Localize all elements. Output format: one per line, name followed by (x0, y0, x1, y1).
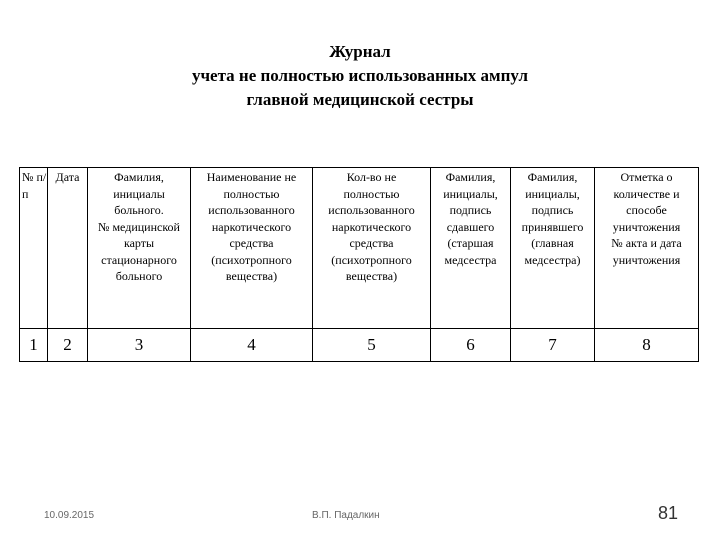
title-line: Журнал (329, 42, 391, 61)
header-cell: Фамилия, инициалы больного. № медицинской карты стационарного больного (88, 168, 191, 329)
header-cell: Наименование не полностью использованного наркотического средства (психотропного вещества) (191, 168, 313, 329)
header-cell: Кол-во не полностью использованного наркотического средства (психотропного вещества) (313, 168, 431, 329)
number-cell: 6 (431, 329, 511, 362)
title-line: главной медицинской сестры (246, 90, 474, 109)
number-cell: 2 (48, 329, 88, 362)
header-cell: Отметка о количестве и способе уничтожения № акта и дата уничтожения (595, 168, 699, 329)
column-number-row (20, 329, 699, 362)
header-cell: № п/п (20, 168, 48, 329)
footer-date: 10.09.2015 (44, 510, 95, 521)
number-cell: 1 (20, 329, 48, 362)
header-cell: Фамилия, инициалы, подпись принявшего (главная медсестра) (511, 168, 595, 329)
page-title (0, 40, 720, 112)
page-number: 81 (657, 503, 678, 523)
header-cell: Фамилия, инициалы, подпись сдавшего (старшая медсестра (431, 168, 511, 329)
footer-author: В.П. Падалкин (312, 510, 380, 521)
number-cell: 7 (511, 329, 595, 362)
number-cell: 5 (313, 329, 431, 362)
journal-table (19, 167, 699, 362)
title-line: учета не полностью использованных ампул (191, 66, 529, 85)
number-cell: 3 (88, 329, 191, 362)
header-cell: Дата (48, 168, 88, 329)
header-row (20, 168, 699, 329)
number-cell: 8 (595, 329, 699, 362)
number-cell: 4 (191, 329, 313, 362)
